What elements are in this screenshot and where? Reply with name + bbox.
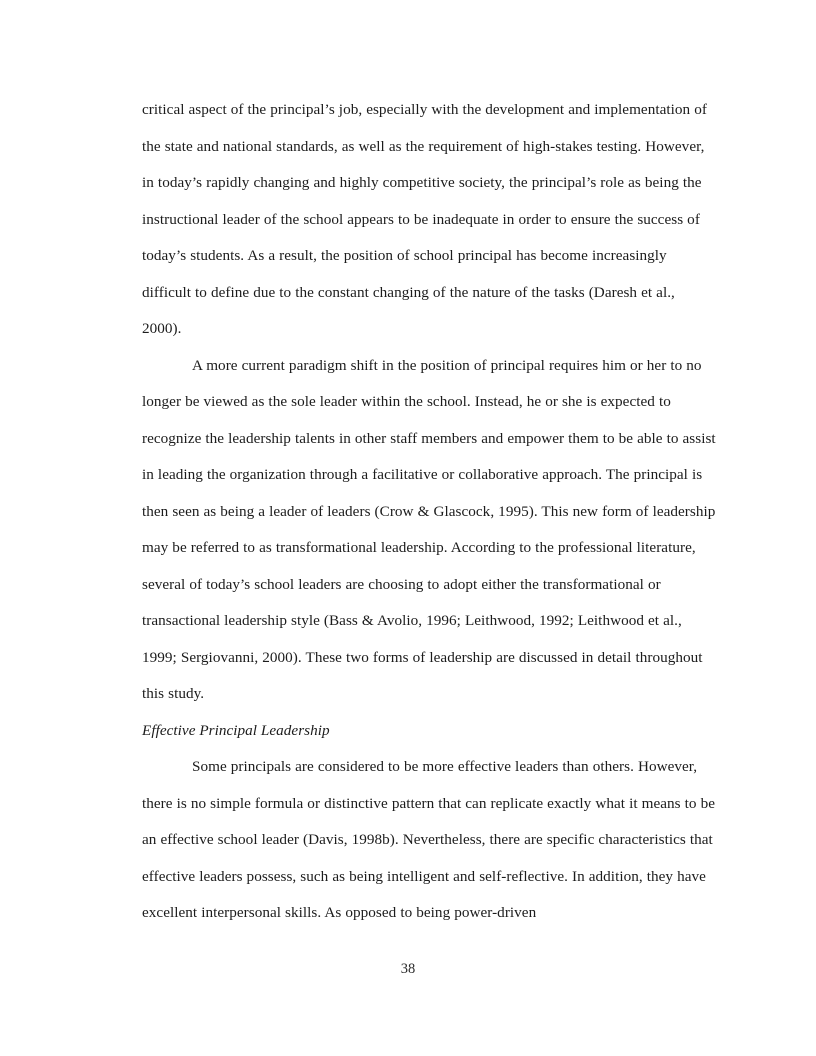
body-paragraph-effective-leaders: Some principals are considered to be more effective leaders than others. However, there is no simple formula or distinctive pattern that can replicate exactly what it means to be an effective school leader (Davis, 1998b). Nevertheless, there are specific characteristics that effective leaders possess, such as being intelligent and self-reflective. In addition, they have excellent interpersonal skills. As opposed to being power-driven — [142, 758, 716, 921]
section-heading-effective-principal-leadership: Effective Principal Leadership — [142, 721, 330, 739]
page-number: 38 — [400, 961, 416, 977]
page-body-text — [142, 92, 718, 932]
body-paragraph-continued: critical aspect of the principal’s job, especially with the development and implementation of the state and national standards, as well as the requirement of high-stakes testing. However, in today’s rapidly changing and highly competitive society, the principal’s role as being the instructional leader of the school appears to be inadequate in order to ensure the success of today’s students. As a result, the position of school principal has become increasingly difficult to define due to the constant changing of the nature of the tasks (Daresh et al., 2000). — [142, 101, 707, 337]
body-paragraph-paradigm-shift: A more current paradigm shift in the position of principal requires him or her to no longer be viewed as the sole leader within the school. Instead, he or she is expected to recognize the leadership talents in other staff members and empower them to be able to assist in leading the organization through a facilitative or collaborative approach. The principal is then seen as being a leader of leaders (Crow & Glascock, 1995). This new form of leadership may be referred to as transformational leadership. According to the professional literature, several of today’s school leaders are choosing to adopt either the transformational or transactional leadership style (Bass & Avolio, 1996; Leithwood, 1992; Leithwood et al., 1999; Sergiovanni, 2000). These two forms of leadership are discussed in detail throughout this study. — [142, 356, 716, 702]
